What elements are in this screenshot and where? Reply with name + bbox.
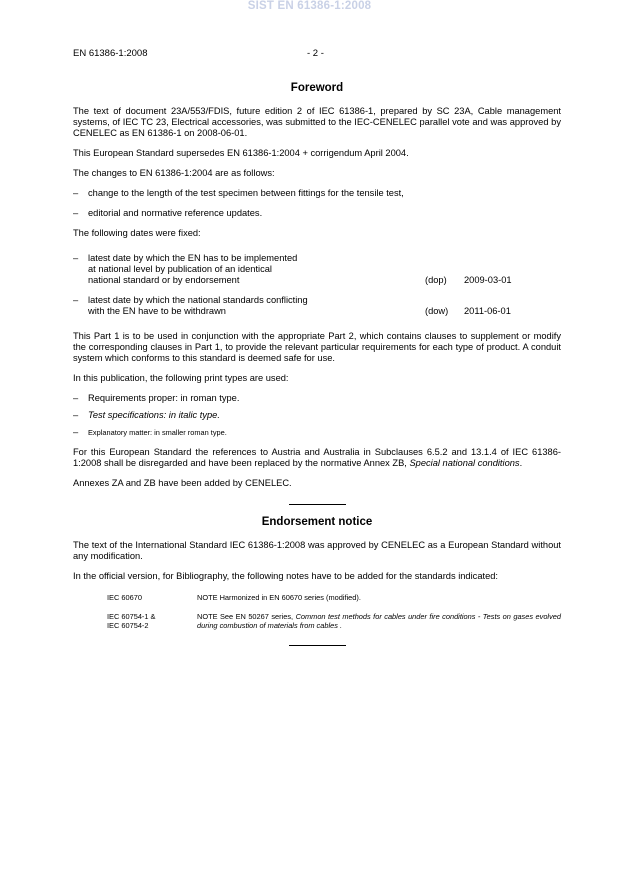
supersedes-text: This European Standard supersedes EN 61386-1:2004 + corrigendum April 2004.: [73, 148, 409, 158]
list-item: [73, 427, 561, 438]
austria-end: .: [519, 458, 523, 468]
date-line: at national level by publication of an identical: [88, 264, 272, 274]
bibliography-note: [73, 612, 561, 630]
changes-intro: The changes to EN 61386-1:2004 are as follows:: [73, 168, 275, 178]
date-line: with the EN have to be withdrawn: [88, 306, 226, 316]
dash-bullet: –: [73, 188, 79, 198]
standard-ref: IEC 60670: [107, 593, 142, 602]
print-type-italic: Test specifications: in italic type.: [88, 410, 220, 420]
dash-bullet: –: [73, 427, 79, 437]
date-value: 2011-06-01: [464, 306, 511, 316]
date-item-dop: [73, 253, 561, 286]
austria-text: For this European Standard the references to Austria and Australia in Subclauses 6.5.2 and 13.1.4 of IEC 61386-1:2008 shall be disregarded and have been replaced by the normative Annex ZB,: [73, 447, 561, 468]
page-content: [73, 82, 561, 646]
print-type-small: Explanatory matter: in smaller roman type.: [88, 428, 227, 437]
note-plain: NOTE See EN 50267 series,: [197, 612, 296, 621]
endorsement-title: Endorsement notice: [261, 516, 373, 528]
list-item: [73, 410, 561, 421]
dash-bullet: –: [73, 295, 79, 305]
standard-ref: IEC 60754-2: [107, 621, 149, 630]
dash-bullet: –: [73, 253, 79, 263]
date-code: (dop): [425, 275, 447, 285]
note-plain: NOTE Harmonized in EN 60670 series (modified).: [197, 593, 361, 602]
print-type-roman: Requirements proper: in roman type.: [88, 393, 240, 403]
note-text: [197, 593, 561, 602]
divider: [289, 645, 346, 646]
date-line: latest date by which the EN has to be implemented: [88, 253, 298, 263]
standard-ref: IEC 60754-1 &: [107, 612, 156, 621]
note-text: [197, 612, 561, 630]
page-number: - 2 -: [307, 48, 324, 59]
running-header-doc-id: EN 61386-1:2008: [73, 48, 148, 59]
list-item: [73, 208, 561, 219]
annexes-text: Annexes ZA and ZB have been added by CENELEC.: [73, 478, 292, 488]
dash-bullet: –: [73, 208, 79, 218]
date-line: latest date by which the national standards conflicting: [88, 295, 308, 305]
austria-note: [73, 447, 561, 469]
list-item: [73, 188, 561, 199]
print-types-intro: In this publication, the following print types are used:: [73, 373, 289, 383]
date-value: 2009-03-01: [464, 275, 512, 285]
part1-text: This Part 1 is to be used in conjunction with the appropriate Part 2, which contains clauses to supplement or modify the corresponding clauses in Part 1, to provide the relevant particular requirements for each type of product. A conduit system which conforms to this standard is deemed safe for use.: [73, 331, 561, 363]
dash-bullet: –: [73, 393, 79, 403]
divider: [289, 504, 346, 505]
date-code: (dow): [425, 306, 449, 316]
change-text: editorial and normative reference updates.: [88, 208, 263, 218]
list-item: [73, 393, 561, 404]
note-standard: [107, 593, 187, 602]
foreword-intro: The text of document 23A/553/FDIS, future edition 2 of IEC 61386-1, prepared by SC 23A, Cable management systems, of IEC TC 23, Electrical accessories, was submitted to the IEC-CENELEC parallel vote and was approved by CENELEC as EN 61386-1 on 2008-06-01.: [73, 106, 561, 138]
bibliography-intro: In the official version, for Bibliography, the following notes have to be added for the standards indicated:: [73, 571, 498, 581]
dates-intro: The following dates were fixed:: [73, 228, 201, 238]
endorsement-text: The text of the International Standard IEC 61386-1:2008 was approved by CENELEC as a European Standard without any modification.: [73, 540, 561, 561]
foreword-title: Foreword: [290, 82, 344, 94]
date-line: national standard or by endorsement: [88, 275, 240, 285]
change-text: change to the length of the test specimen between fittings for the tensile test,: [88, 188, 404, 198]
annex-zb-title: Special national conditions: [409, 458, 520, 468]
bibliography-note: [73, 593, 561, 602]
dash-bullet: –: [73, 410, 79, 420]
watermark: SIST EN 61386-1:2008: [247, 0, 372, 12]
note-italic: Common test methods for cables under fire conditions - Tests on gases evolved during combustion of materials from cables .: [197, 612, 561, 630]
date-item-dow: [73, 295, 561, 317]
note-standard: [107, 612, 187, 630]
